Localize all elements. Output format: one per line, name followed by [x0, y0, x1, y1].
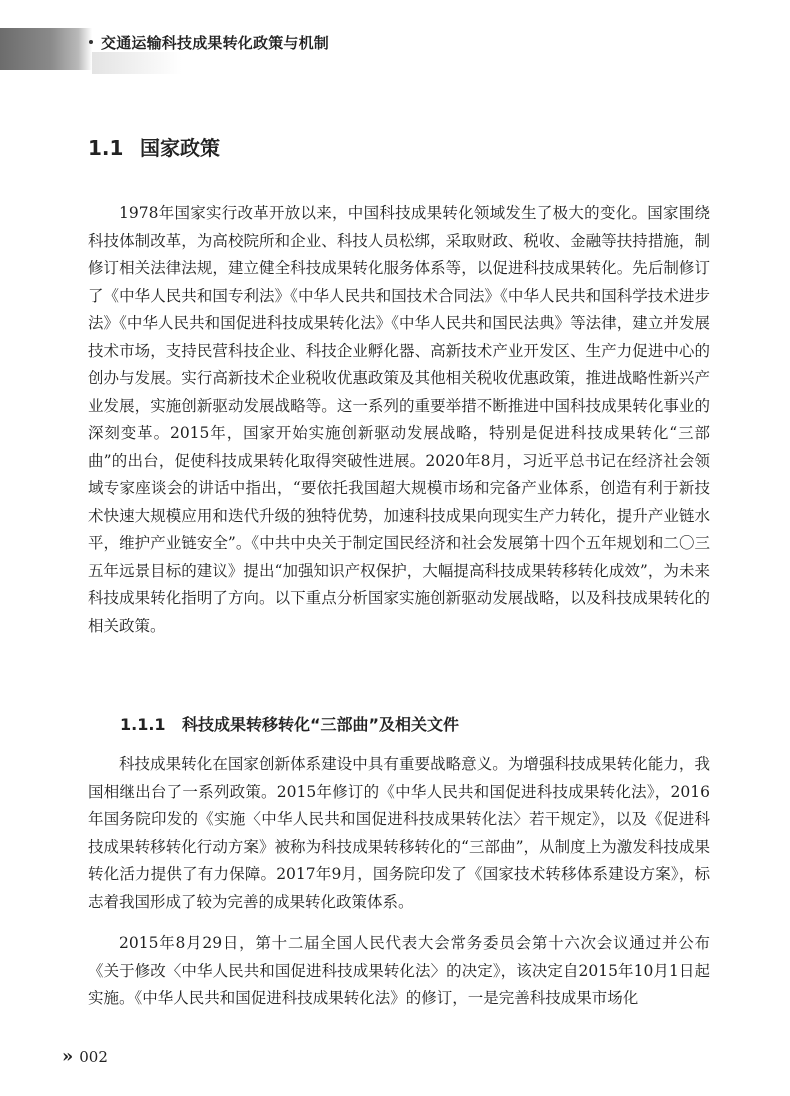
subsection-heading — [120, 712, 459, 735]
section-title: 国家政策 — [140, 136, 220, 160]
body-paragraph: 2015年8月29日，第十二届全国人民代表大会常务委员会第十六次会议通过并公布《关于修改〈中华人民共和国促进科技成果转化法〉的决定》，该决定自2015年10月1日起实施。《中华人民共和国促进科技成果转化法》的修订，一是完善科技成果市场化 — [88, 934, 710, 1007]
running-header: 交通运输科技成果转化政策与机制 — [101, 34, 330, 52]
section-number: 1.1 — [88, 136, 124, 160]
page-footer — [62, 1046, 108, 1067]
double-arrow-icon: » — [62, 1046, 74, 1067]
header-dot — [89, 40, 93, 44]
page-number: 002 — [79, 1048, 108, 1066]
section-heading — [88, 132, 220, 161]
body-paragraph: 科技成果转化在国家创新体系建设中具有重要战略意义。为增强科技成果转化能力，我国相继出台了一系列政策。2015年修订的《中华人民共和国促进科技成果转化法》，2016年国务院印发的《实施〈中华人民共和国促进科技成果转化法〉若干规定》，以及《促进科技成果转移转化行动方案》被称为科技成果转移转化的“三部曲”，从制度上为激发科技成果转化活力提供了有力保障。2017年9月，国务院印发了《国家技术转移体系建设方案》，标志着我国形成了较为完善的成果转化政策体系。 — [88, 755, 710, 911]
subsection-number: 1.1.1 — [120, 715, 166, 734]
body-paragraph: 1978年国家实行改革开放以来，中国科技成果转化领域发生了极大的变化。国家围绕科技体制改革，为高校院所和企业、科技人员松绑，采取财政、税收、金融等扶持措施，制修订相关法律法规，建立健全科技成果转化服务体系等，以促进科技成果转化。先后制修订了《中华人民共和国专利法》《中华人民共和国技术合同法》《中华人民共和国科学技术进步法》《中华人民共和国促进科技成果转化法》《中华人民共和国民法典》等法律，建立并发展技术市场，支持民营科技企业、科技企业孵化器、高新技术产业开发区、生产力促进中心的创办与发展。实行高新技术企业税收优惠政策及其他相关税收优惠政策，推进战略性新兴产业发展，实施创新驱动发展战略等。这一系列的重要举措不断推进中国科技成果转化事业的深刻变革。2015年，国家开始实施创新驱动发展战略，特别是促进科技成果转化“三部曲”的出台，促使科技成果转化取得突破性进展。2020年8月，习近平总书记在经济社会领域专家座谈会的讲话中指出，“要依托我国超大规模市场和完备产业体系，创造有利于新技术快速大规模应用和迭代升级的独特优势，加速科技成果向现实生产力转化，提升产业链水平，维护产业链安全”。《中共中央关于制定国民经济和社会发展第十四个五年规划和二〇三五年远景目标的建议》提出“加强知识产权保护，大幅提高科技成果转移转化成效”，为未来科技成果转化指明了方向。以下重点分析国家实施创新驱动发展战略，以及科技成果转化的相关政策。 — [88, 204, 710, 635]
header-decoration — [92, 52, 182, 74]
header-band — [0, 28, 92, 70]
subsection-title: 科技成果转移转化“三部曲”及相关文件 — [182, 715, 460, 734]
